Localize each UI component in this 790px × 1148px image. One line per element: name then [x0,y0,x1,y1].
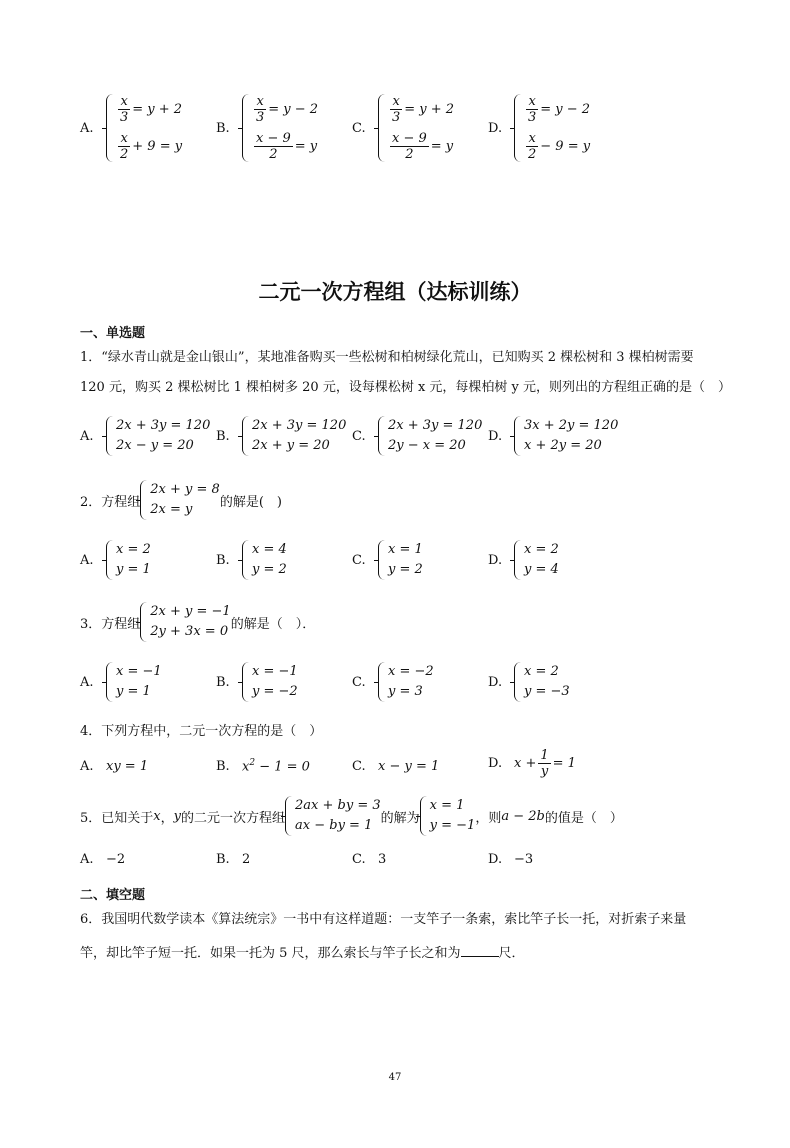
question-5-stem [80,796,623,836]
q2-option-a[interactable] [80,540,216,580]
option-letter: D. [488,852,503,867]
question-5-suffix: 的值是（ ） [544,810,623,826]
equation: 2y + 3x = 0 [150,624,229,639]
section-heading-single-choice: 一、单选题 [80,326,146,341]
equation-system [140,480,220,520]
equation-system [242,540,287,580]
equation: y = 1 [116,684,151,699]
fraction-denominator: 2 [405,147,414,162]
question-1-options [80,416,624,456]
equation-system [514,540,559,580]
q2-option-b[interactable] [216,540,352,580]
solution-system [420,796,476,836]
fraction-denominator: 2 [528,147,537,162]
q1-option-d[interactable] [488,416,624,456]
equation: 2ax + by = 3 [295,798,381,813]
left-brace [514,416,521,456]
equation: 2x − y = 20 [116,438,194,453]
expression: a − 2b [501,808,545,824]
question-5-mid: 的解为 [380,810,420,826]
left-brace [242,662,249,702]
left-brace [106,94,113,162]
left-brace [378,416,385,456]
q5-option-a[interactable] [80,852,216,867]
exponent: 2 [249,758,256,769]
equation-rhs: = y − 2 [540,101,591,117]
equation-system [106,416,210,456]
question-6-text: 竿，却比竿子短一托．如果一托为 5 尺，那么索长与竿子长之和为 [80,946,461,961]
base: x [242,759,250,775]
equation: 3x + 2y = 120 [524,418,619,433]
fraction-denominator: 3 [256,110,265,125]
option-letter: A. [80,428,94,444]
question-3-stem [80,602,315,642]
sep: ， [160,810,174,826]
question-2-prefix: 2．方程组 [80,494,141,510]
question-3-options [80,662,624,702]
equation: y = 4 [524,562,559,577]
option-letter: A. [80,552,94,568]
left-brace [514,94,521,162]
option-letter: D. [488,674,503,690]
equation-system [106,540,151,580]
equation: ax − by = 1 [295,818,373,833]
option-letter: C. [352,674,366,690]
equation-rhs: = y + 2 [404,101,455,117]
equation: x = 1 [388,542,423,557]
equation-system [514,662,570,702]
equation: y = 2 [252,562,287,577]
option-letter: C. [352,852,366,867]
equation-system [242,94,318,162]
top-option-d[interactable] [488,94,624,162]
equation: 2x + 3y = 120 [388,418,483,433]
left-brace [242,540,249,580]
var-x: x [153,808,161,824]
option-text [514,748,576,779]
var-y: y [173,808,181,824]
q1-option-b[interactable] [216,416,352,456]
remainder: − 1 = 0 [255,759,310,775]
equation: x = 4 [252,542,287,557]
left-brace [285,796,292,836]
equation-system [378,94,454,162]
top-option-c[interactable] [352,94,488,162]
option-letter: A. [80,674,94,690]
equation: x = 2 [116,542,151,557]
q5-option-d[interactable] [488,852,624,867]
option-letter: D. [488,428,503,444]
section-heading-fill-blank: 二、填空题 [80,888,146,903]
option-text: x − y = 1 [378,759,440,774]
option-text: −2 [106,852,126,867]
question-6-line-1: 6．我国明代数学读本《算法统宗》一书中有这样道题：一支竿子一条索，索比竿子长一托，对折索子来量 [80,912,687,927]
fraction-denominator: 2 [269,147,278,162]
option-letter: C. [352,759,366,774]
left-brace [106,540,113,580]
option-text: −3 [514,852,534,867]
equation: y = −3 [524,684,570,699]
equation-system [378,662,434,702]
fraction-numerator: x [120,131,128,146]
q5-option-b[interactable] [216,852,352,867]
option-text: 2 [242,852,251,867]
option-letter: D. [488,120,503,136]
equation: 2x + y = 20 [252,438,330,453]
left-brace [242,94,249,162]
q3-option-b[interactable] [216,662,352,702]
equation: x = 2 [524,542,559,557]
top-option-a[interactable] [80,94,216,162]
equation: 2x + 3y = 120 [252,418,347,433]
left-brace [140,480,147,520]
equation-rhs: = y − 2 [268,101,319,117]
fraction-denominator: 2 [120,147,129,162]
fraction-numerator: 1 [540,748,549,763]
question-1-line-2: 120 元，购买 2 棵松树比 1 棵柏树多 20 元，设每棵松树 x 元，每棵柏树 y 元，则列出的方程组正确的是（ ） [80,380,732,395]
equation-system [242,416,346,456]
equation: x + 2y = 20 [524,438,602,453]
question-4-stem: 4．下列方程中，二元一次方程的是（ ） [80,724,323,739]
q1-option-c[interactable] [352,416,488,456]
fraction-denominator: 3 [120,110,129,125]
equation: 2x = y [150,502,193,517]
equation-system [242,662,298,702]
option-letter: B. [216,852,230,867]
option-letter: C. [352,428,366,444]
answer-blank[interactable] [461,942,499,957]
equation: x = −1 [252,664,298,679]
equation-system [285,796,381,836]
question-5-mid: 的二元一次方程组 [181,810,286,826]
pre: x + [514,756,537,771]
page-title: 二元一次方程组（达标训练） [258,280,532,304]
equation-system [378,416,482,456]
option-letter: D. [488,552,503,568]
left-brace [378,662,385,702]
q4-option-a[interactable] [80,759,216,774]
equation: x = 1 [429,798,465,813]
q4-option-b[interactable] [216,758,352,774]
page-number: 47 [388,1072,402,1083]
left-brace [420,796,427,836]
equation-rhs: = y + 2 [132,101,183,117]
equation: y = −1 [429,818,476,833]
equation-system [106,662,162,702]
option-letter: C. [352,552,366,568]
option-letter: B. [216,552,230,568]
fraction-denominator: y [540,764,549,779]
equation: x = −1 [116,664,162,679]
post: = 1 [552,756,576,771]
equation: y = 3 [388,684,423,699]
q3-option-d[interactable] [488,662,624,702]
option-text: xy = 1 [106,759,149,774]
option-text: 3 [378,852,387,867]
question-1-line-1: 1．“绿水青山就是金山银山”，某地准备购买一些松树和柏树绿化荒山，已知购买 2 棵松树和 3 棵柏树需要 [80,350,694,365]
question-3-prefix: 3．方程组 [80,616,141,632]
option-letter: B. [216,428,230,444]
question-5-prefix: 5．已知关于 [80,810,154,826]
option-letter: C. [352,120,366,136]
question-5-mid: ，则 [475,810,502,826]
option-letter: A. [80,852,94,867]
equation: y = 1 [116,562,151,577]
left-brace [242,416,249,456]
top-option-b[interactable] [216,94,352,162]
q4-option-d[interactable] [488,748,624,779]
equation: y = 2 [388,562,423,577]
equation-system [106,94,182,162]
question-2-suffix: 的解是( ) [219,494,282,510]
equation: 2x + 3y = 120 [116,418,211,433]
question-4-options [80,748,624,779]
option-letter: B. [216,674,230,690]
fraction-numerator: x [528,131,536,146]
q3-option-a[interactable] [80,662,216,702]
question-5-options [80,852,624,867]
left-brace [106,662,113,702]
equation-system [514,416,618,456]
fraction-numerator: x − 9 [392,131,427,146]
option-letter: A. [80,120,94,136]
fraction-numerator: x [256,94,264,109]
fraction-denominator: 3 [392,110,401,125]
q5-option-c[interactable] [352,852,488,867]
equation-system [140,602,230,642]
q4-option-c[interactable] [352,759,488,774]
option-letter: A. [80,759,94,774]
left-brace [140,602,147,642]
left-brace [106,416,113,456]
equation: 2x + y = −1 [150,604,231,619]
equation: x = 2 [524,664,559,679]
top-options-row [80,94,624,162]
option-letter: B. [216,120,230,136]
fraction-denominator: 3 [528,110,537,125]
equation: x = −2 [388,664,434,679]
equation-rhs: = y [294,138,318,154]
equation-rhs: = y [430,138,454,154]
q2-option-c[interactable] [352,540,488,580]
fraction-numerator: x − 9 [256,131,291,146]
equation-system [514,94,590,162]
question-2-stem [80,480,282,520]
option-text [242,758,310,774]
equation-rhs: + 9 = y [132,138,183,154]
q1-option-a[interactable] [80,416,216,456]
equation-rhs: − 9 = y [540,138,591,154]
question-6-line-2 [80,942,525,964]
option-letter: B. [216,758,230,774]
question-6-unit: 尺． [498,946,525,961]
left-brace [378,540,385,580]
fraction-numerator: x [120,94,128,109]
question-3-suffix: 的解是（ ）． [230,616,316,632]
question-2-options [80,540,624,580]
equation: 2y − x = 20 [388,438,466,453]
left-brace [514,662,521,702]
left-brace [514,540,521,580]
q2-option-d[interactable] [488,540,624,580]
fraction-numerator: x [528,94,536,109]
equation: 2x + y = 8 [150,482,220,497]
equation: y = −2 [252,684,298,699]
q3-option-c[interactable] [352,662,488,702]
option-letter: D. [488,756,503,771]
equation-system [378,540,423,580]
left-brace [378,94,385,162]
fraction-numerator: x [392,94,400,109]
